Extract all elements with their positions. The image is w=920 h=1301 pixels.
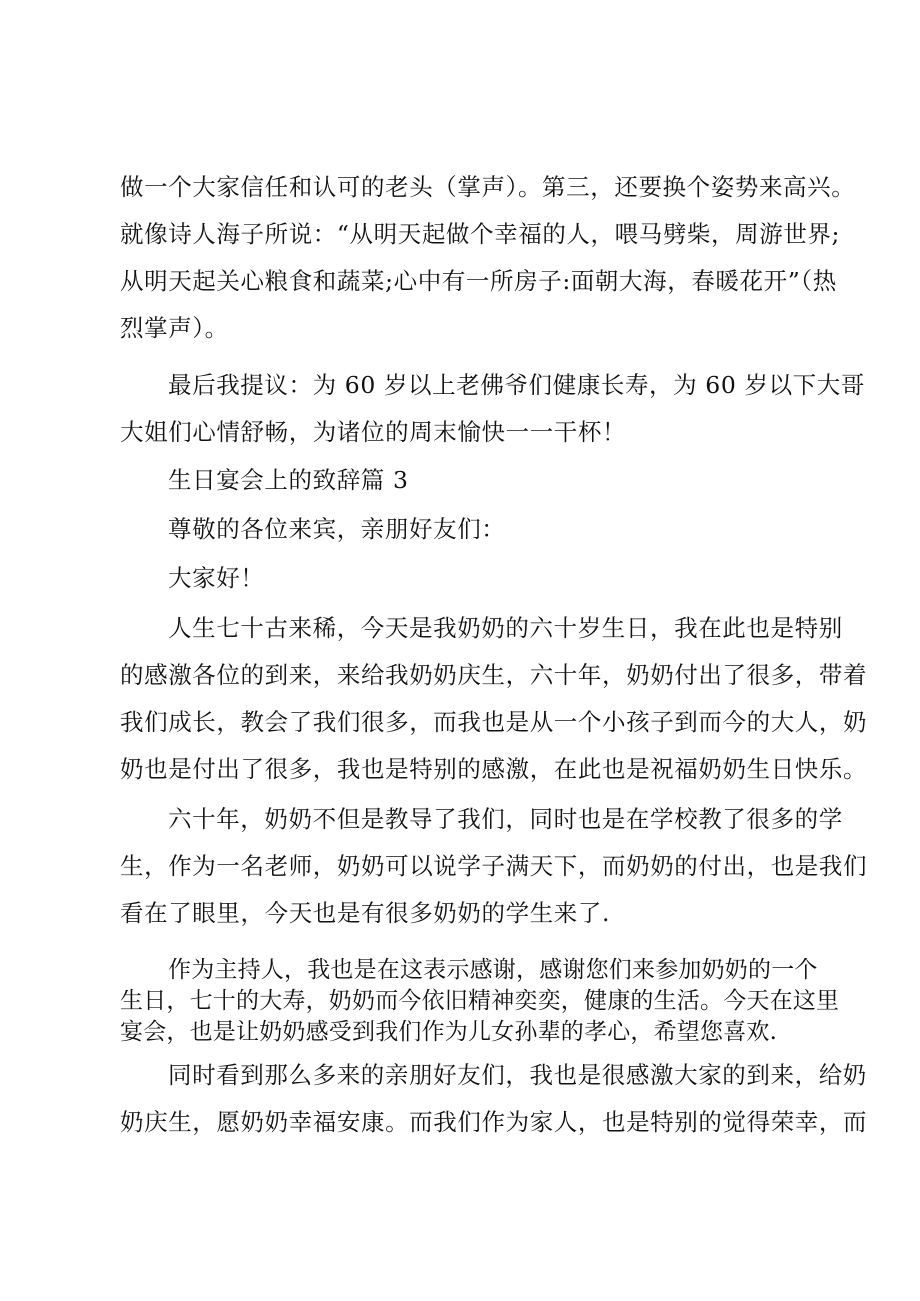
paragraph-line: 生日，七十的大寿，奶奶而今依旧精神奕奕，健康的生活。今天在这里	[120, 988, 840, 1014]
paragraph-line: 最后我提议：为 60 岁以上老佛爷们健康长寿，为 60 岁以下大哥	[168, 371, 865, 399]
paragraph-line: 烈掌声）。	[120, 314, 229, 342]
section-heading: 生日宴会上的致辞篇 3	[168, 466, 409, 494]
paragraph-line: 人生七十古来稀，今天是我奶奶的六十岁生日，我在此也是特别	[168, 614, 843, 642]
paragraph-line: 从明天起关心粮食和蔬菜;心中有一所房子:面朝大海，春暖花开”（热	[120, 267, 837, 295]
paragraph-line: 同时看到那么多来的亲朋好友们，我也是很感激大家的到来，给奶	[168, 1061, 867, 1089]
salutation: 尊敬的各位来宾，亲朋好友们：	[168, 515, 506, 543]
paragraph-line: 做一个大家信任和认可的老头（掌声）。第三，还要换个姿势来高兴。	[120, 173, 856, 201]
paragraph-line: 奶庆生，愿奶奶幸福安康。而我们作为家人，也是特别的觉得荣幸，而	[120, 1108, 868, 1136]
paragraph-line: 作为主持人，我也是在这表示感谢，感谢您们来参加奶奶的一个	[168, 957, 818, 983]
paragraph-line: 的感激各位的到来，来给我奶奶庆生，六十年，奶奶付出了很多，带着	[120, 661, 868, 689]
paragraph-line: 生，作为一名老师，奶奶可以说学子满天下，而奶奶的付出，也是我们	[120, 852, 868, 880]
paragraph-line: 六十年，奶奶不但是教导了我们，同时也是在学校教了很多的学	[168, 805, 843, 833]
paragraph-line: 我们成长，教会了我们很多，而我也是从一个小孩子到而今的大人，奶	[120, 708, 868, 736]
greeting: 大家好！	[168, 564, 265, 592]
paragraph-line: 看在了眼里，今天也是有很多奶奶的学生来了.	[120, 899, 611, 927]
paragraph-line: 大姐们心情舒畅，为诸位的周末愉快一一干杯！	[120, 418, 627, 446]
paragraph-line: 宴会，也是让奶奶感受到我们作为儿女孙辈的孝心，希望您喜欢.	[120, 1019, 778, 1045]
paragraph-line: 奶也是付出了很多，我也是特别的感激，在此也是祝福奶奶生日快乐。	[120, 755, 868, 783]
paragraph-line: 就像诗人海子所说：“从明天起做个幸福的人，喂马劈柴，周游世界;	[120, 220, 841, 248]
